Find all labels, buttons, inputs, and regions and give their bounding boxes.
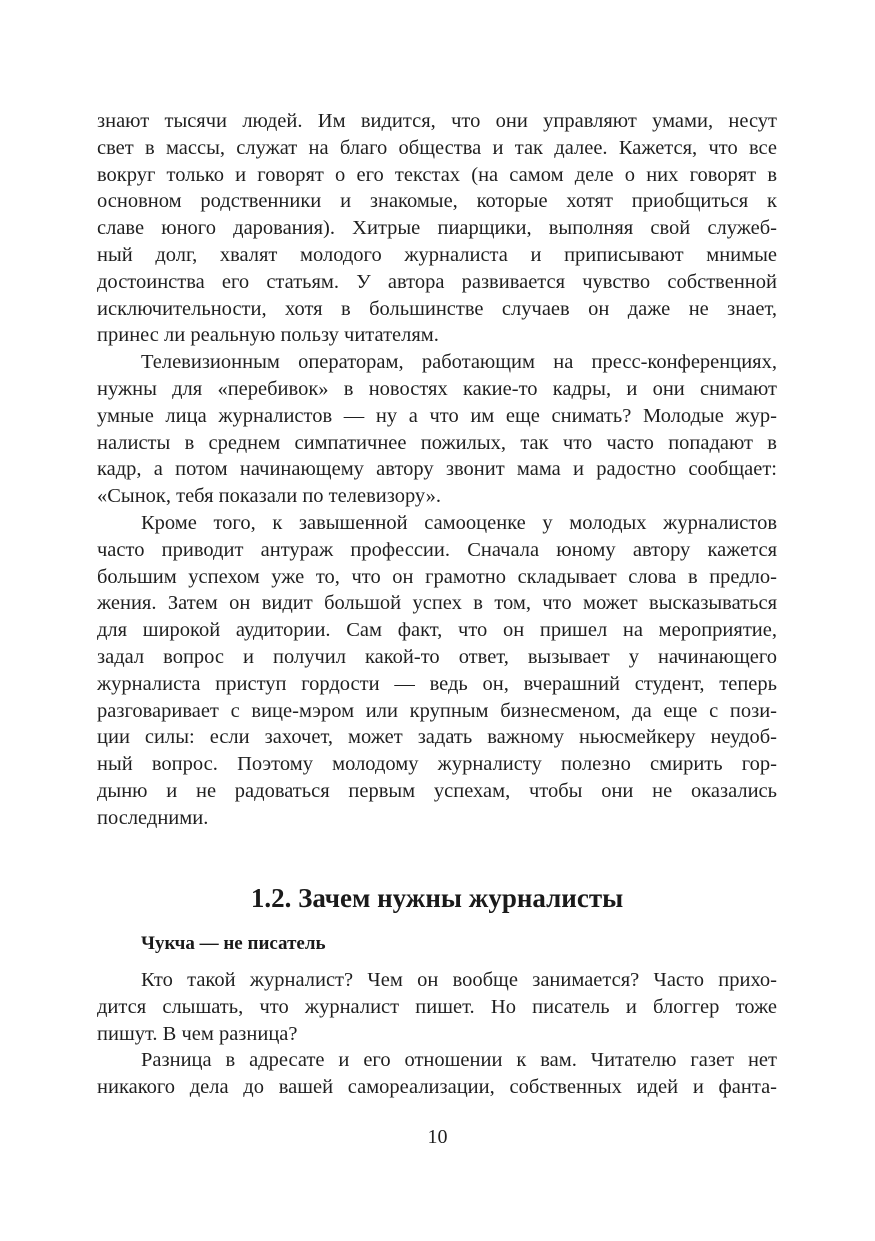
text-line: «Сынок, тебя показали по телевизору». [97,485,442,508]
text-line: ный вопрос. Поэтому молодому журналисту полезно смирить гор- [97,753,777,776]
text-line: основном родственники и знакомые, которые хотят приобщиться к [97,190,777,213]
text-line: последними. [97,806,209,829]
text-line: умные лица журналистов — ну а что им еще снимать? Молодые жур- [97,404,777,427]
text-line: Телевизионным операторам, работающим на пресс-конференциях, [141,351,777,374]
text-line: дыню и не радоваться первым успехам, чтобы они не оказались [97,779,777,802]
text-line: налисты в среднем симпатичнее пожилых, так что часто попадают в [97,431,777,454]
text-line: славе юного дарования). Хитрые пиарщики, выполняя свой служеб- [97,217,777,240]
text-line: задал вопрос и получил какой-то ответ, вызывает у начинающего [97,645,777,668]
text-line: вокруг только и говорят о его текстах (на самом деле о них говорят в [97,163,777,186]
body-text-bottom [97,967,777,1101]
text-line: знают тысячи людей. Им видится, что они управляют умами, несут [97,110,777,132]
text-line: кадр, а потом начинающему автору звонит мама и радостно сообщает: [97,458,777,481]
text-line: никакого дела до вашей самореализации, собственных идей и фанта- [97,1076,777,1099]
text-line: исключительности, хотя в большинстве случаев он даже не знает, [97,297,777,320]
body-text-top [97,108,777,832]
text-line: разговаривает с вице-мэром или крупным бизнесменом, да еще с пози- [97,699,777,722]
text-line: ный долг, хвалят молодого журналиста и приписывают мнимые [97,243,777,266]
paragraph [97,967,777,1047]
paragraph [97,510,777,832]
text-line: большим успехом уже то, что он грамотно складывает слова в предло- [97,565,777,588]
paragraph [97,108,777,349]
text-line: жения. Затем он видит большой успех в том, что может высказываться [97,592,777,615]
section-heading: 1.2. Зачем нужны журналисты [250,883,624,913]
text-line: ции силы: если захочет, может задать важному ньюсмейкеру неудоб- [97,726,777,749]
text-line: достоинства его статьям. У автора развивается чувство собственной [97,270,777,293]
subheading: Чукча — не писатель [141,933,326,954]
text-line: Разница в адресате и его отношении к вам. Читателю газет нет [141,1049,777,1072]
text-line: Кроме того, к завышенной самооценке у молодых журналистов [141,511,777,534]
text-line: нужны для «перебивок» в новостях какие-то кадры, и они снимают [97,377,777,400]
paragraph [97,349,777,510]
text-line: для широкой аудитории. Сам факт, что он пришел на мероприятие, [97,619,777,642]
text-line: часто приводит антураж профессии. Сначала юному автору кажется [97,538,777,561]
text-line: принес ли реальную пользу читателям. [97,324,439,347]
text-line: дится слышать, что журналист пишет. Но писатель и блоггер тоже [97,995,777,1018]
text-line: свет в массы, служат на благо общества и так далее. Кажется, что все [97,136,777,159]
text-line: журналиста приступ гордости — ведь он, вчерашний студент, теперь [97,672,777,695]
text-line: Кто такой журналист? Чем он вообще занимается? Часто прихо- [141,969,777,991]
text-line: пишут. В чем разница? [97,1022,298,1045]
page-number: 10 [427,1126,448,1148]
paragraph [97,1047,777,1101]
